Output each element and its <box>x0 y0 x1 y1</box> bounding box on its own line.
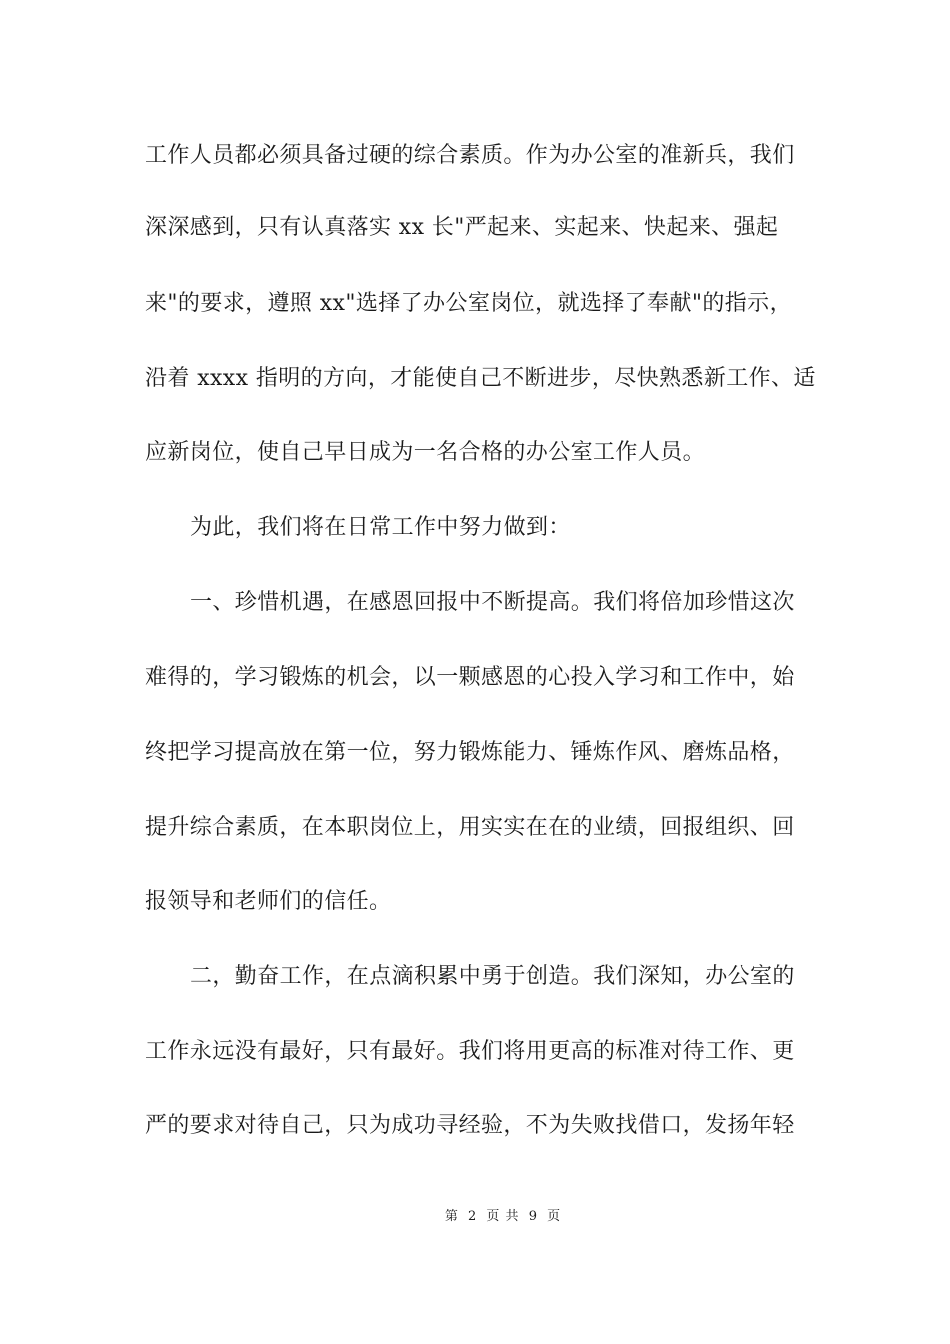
text-line: 二，勤奋工作，在点滴积累中勇于创造。我们深知，办公室的 <box>190 964 795 989</box>
text-line: 沿着 xxxx 指明的方向，才能使自己不断进步，尽快熟悉新工作、适 <box>145 366 816 391</box>
text-line: 一、珍惜机遇，在感恩回报中不断提高。我们将倍加珍惜这次 <box>190 590 795 615</box>
text-line: 提升综合素质，在本职岗位上，用实实在在的业绩，回报组织、回 <box>145 815 795 840</box>
total-page-count: 9 <box>528 1209 538 1224</box>
text-line: 深深感到，只有认真落实 xx 长"严起来、实起来、快起来、强起 <box>145 215 779 240</box>
page-footer <box>0 1208 950 1226</box>
text-line: 工作永远没有最好，只有最好。我们将用更高的标准对待工作、更 <box>145 1039 795 1064</box>
text-line: 为此，我们将在日常工作中努力做到： <box>190 515 571 540</box>
text-line: 工作人员都必须具备过硬的综合素质。作为办公室的准新兵，我们 <box>145 143 795 168</box>
text-line: 来"的要求，遵照 xx"选择了办公室岗位，就选择了奉献"的指示， <box>145 291 792 316</box>
text-line: 难得的，学习锻炼的机会，以一颗感恩的心投入学习和工作中，始 <box>145 665 795 690</box>
text-line: 报领导和老师们的信任。 <box>145 889 392 914</box>
footer-suffix: 页 <box>547 1209 562 1224</box>
footer-prefix: 第 <box>444 1209 459 1224</box>
footer-middle: 页 共 <box>486 1209 520 1224</box>
text-line: 严的要求对待自己，只为成功寻经验，不为失败找借口，发扬年轻 <box>145 1113 795 1138</box>
text-line: 终把学习提高放在第一位，努力锻炼能力、锤炼作风、磨炼品格， <box>145 740 795 765</box>
text-line: 应新岗位，使自己早日成为一名合格的办公室工作人员。 <box>145 440 706 465</box>
current-page-number: 2 <box>468 1209 478 1224</box>
